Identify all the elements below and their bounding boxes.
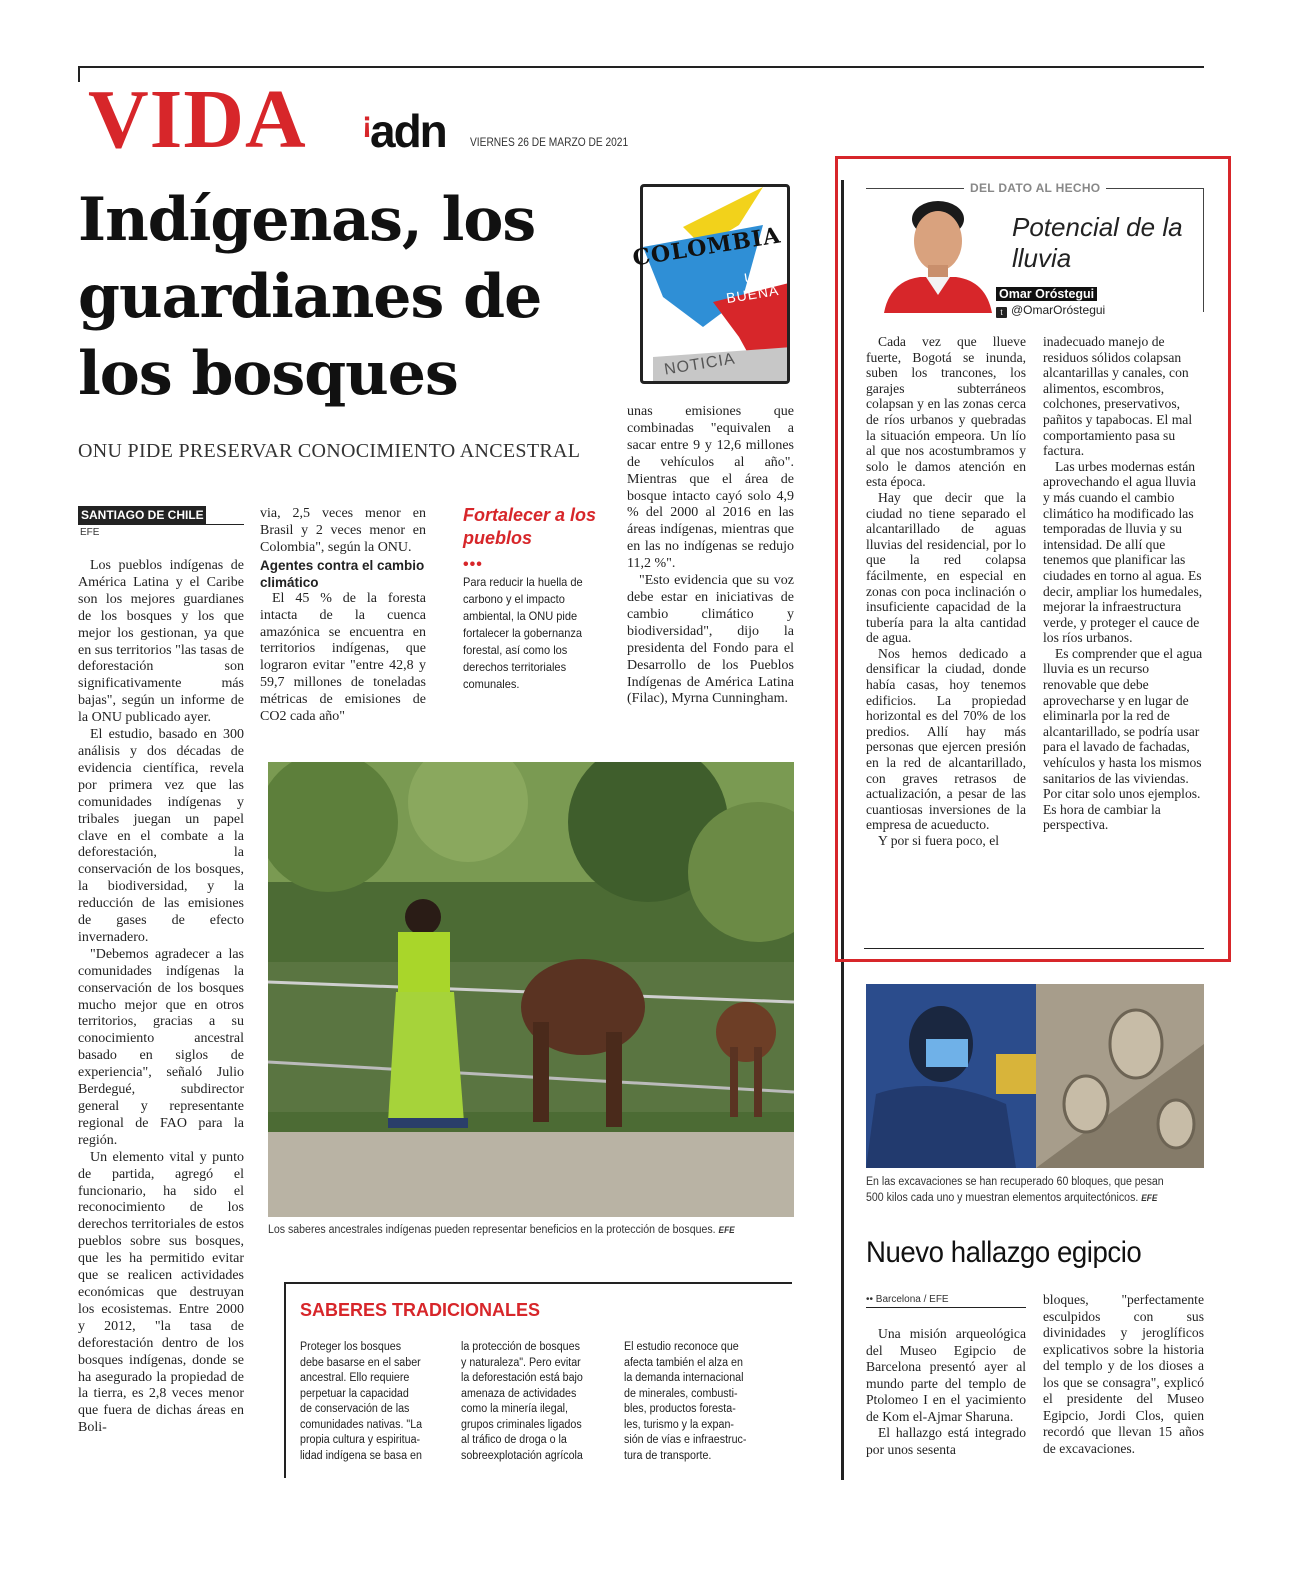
saberes-line: perpetuar la capacidad	[300, 1387, 409, 1400]
saberes-line: debe basarse en el saber	[300, 1356, 421, 1369]
logo-tick-icon: ¡	[362, 106, 370, 139]
article-paragraph: Los pueblos indígenas de América Latina y el Caribe son los mejores guardianes de los bosques y los que mejor los gestionan, ya que en sus territorios "las tasas de deforestación son significativamente más bajas", según un informe de la ONU publicado ayer.	[78, 558, 244, 726]
article-paragraph: El estudio, basado en 300 análisis y dos décadas de evidencia científica, revela por primera vez que las comunidades indígenas y tribales juegan un papel clave en el combate a la deforestación, la conservación de los bosques, la biodiversidad, y la reducción de las emisiones de gases de efecto invernadero.	[78, 727, 244, 945]
saberes-line: al tráfico de droga o la	[461, 1434, 567, 1446]
saberes-line: la demanda internacional	[624, 1372, 744, 1384]
opinion-column-2	[1043, 334, 1204, 833]
saberes-column-3	[624, 1340, 765, 1464]
article-paragraph: "Debemos agradecer a las comunidades indígenas la conservación de los bosques mucho mejor que en otros territorios, gracias a su conocimiento ancestral basado en siglos de experiencia", señaló Julio Berdegué, subdirector general y representante regional de FAO para la región.	[78, 946, 244, 1148]
sidebar-line: comunales.	[463, 677, 520, 691]
dateline-rule	[78, 524, 244, 525]
opinion-paragraph: Y por si fuera poco, el	[878, 833, 1000, 848]
agency-label: EFE	[80, 527, 100, 538]
saberes-line: sobreexplotación agrícola	[461, 1449, 583, 1462]
saberes-line: amenaza de actividades	[461, 1387, 577, 1400]
saberes-line: El estudio reconoce que	[624, 1341, 739, 1353]
sidebar-title: Fortalecer a los pueblos	[463, 505, 597, 548]
article-paragraph: unas emisiones que combinadas "equivalen a sacar entre 9 y 12,6 millones de vehículos al año". Mientras que el área de bosque intacto cayó solo 4,9 % del 2000 al 2016 en las áreas indígenas, mientras que en las no indígenas se redujo 11,2 %".	[627, 404, 794, 572]
saberes-line: propia cultura y espiritua-	[300, 1434, 421, 1446]
egypt-paragraph: El hallazgo está integrado por unos sesenta	[866, 1425, 1026, 1457]
badge-noticia-text: NOTICIA	[663, 350, 737, 379]
main-headline: Indígenas, los guardianes de los bosques	[78, 185, 542, 409]
opinion-kicker: DEL DATO AL HECHO	[964, 181, 1106, 195]
caption-text: Los saberes ancestrales indígenas pueden representar beneficios en la protección de bosques.	[268, 1224, 716, 1236]
caption-agency: EFE	[1141, 1193, 1158, 1203]
forest-photo-illustration	[268, 762, 794, 1217]
article-paragraph: via, 2,5 veces menor en Brasil y 2 veces menor en Colombia", según la ONU.	[260, 506, 426, 555]
caption-line: En las excavaciones se han recuperado 60 bloques, que pesan	[866, 1176, 1164, 1188]
egypt-paragraph: bloques, "perfectamente esculpidos con sus divinidades y jeroglíficos explicativos sobre la historia del templo y de los dioses a los que se consagra", explicó el presidente del Museo Egipcio, Jordi Clos, quien recordó que llevan 15 años de excavaciones.	[1043, 1292, 1204, 1456]
saberes-line: tura de transporte.	[624, 1449, 712, 1462]
sidebar-text	[463, 574, 592, 693]
caption-line: 500 kilos cada uno y muestran elementos arquitectónicos. EFE	[866, 1192, 1158, 1204]
excavation-photo-illustration	[866, 984, 1204, 1168]
article-subheading: Agentes contra el cambio climático	[260, 557, 425, 590]
badge-buena-text: BUENA	[725, 281, 781, 307]
article-paragraph: "Esto evidencia que su voz debe estar en iniciativas de cambio climático y biodiversidad", dijo la presidenta del Fondo para el Desarrollo de los Pueblos Indígenas de América Latina (Filac), Myrna Cunningham.	[627, 573, 794, 707]
saberes-line: como la minería ilegal,	[461, 1403, 569, 1415]
saberes-line: ancestral. Ello requiere	[300, 1372, 410, 1384]
opinion-column-1	[866, 334, 1026, 849]
main-subhead: ONU PIDE PRESERVAR CONOCIMIENTO ANCESTRAL	[78, 440, 581, 462]
saberes-line: la protección de bosques	[461, 1341, 580, 1353]
dateline: SANTIAGO DE CHILE	[78, 506, 206, 524]
main-photo-caption	[268, 1224, 765, 1236]
saberes-line: de minerales, combusti-	[624, 1387, 738, 1400]
egypt-column-2	[1043, 1292, 1204, 1457]
opinion-paragraph: Hay que decir que la ciudad no tiene separado el alcantarillado de aguas lluvias del residencial, por lo que la red colapsa fácilmente, en especial en zonas con poca inclinación o insuficiente capacidad de la tubería para la alta cantidad de agua.	[866, 489, 1026, 646]
egypt-dateline: •• Barcelona / EFE	[866, 1294, 1026, 1308]
saberes-line: afecta también el alza en	[624, 1356, 743, 1369]
opinion-paragraph: Es comprender que el agua lluvia es un recurso renovable que debe aprovecharse y en lugar de eliminarla por la red de alcantarillado, se podría usar para el lavado de fachadas, vehículos y hasta los mismos sanitarios de las viviendas. Por citar solo unos ejemplos. Es hora de cambiar la perspectiva.	[1043, 645, 1203, 833]
saberes-line: la deforestación está bajo	[461, 1372, 583, 1384]
author-portrait-illustration	[880, 195, 992, 313]
saberes-line: lidad indígena se basa en	[300, 1449, 422, 1462]
author-handle	[996, 303, 1105, 318]
saberes-line: sión de vías e infraestruc-	[624, 1434, 747, 1446]
sidebar-line: Para reducir la huella de	[463, 575, 583, 589]
article-column-3	[627, 404, 794, 708]
publication-date: VIERNES 26 DE MARZO DE 2021	[470, 135, 629, 149]
sidebar-dots: •••	[463, 556, 483, 573]
opinion-paragraph: Las urbes modernas están aprovechando el agua lluvia y más cuando el cambio climático ha modificado las temporadas de lluvia y su intensidad. De allí que tenemos que planificar las ciudades en torno al agua. Es decir, ampliar los humedales, mejorar la infraestructura verde, y proteger el cauce de los ríos urbanos.	[1043, 458, 1203, 646]
top-rule-tick	[78, 66, 80, 82]
author-photo	[880, 195, 992, 313]
sidebar-line: forestal, así como los	[463, 643, 568, 657]
badge-una-text: UNA	[742, 265, 775, 287]
article-paragraph: Un elemento vital y punto de partida, agregó el funcionario, ha sido el reconocimiento de los derechos territoriales de estos pueblos sobre sus bosques, que les ha permitido evitar que se realicen actividades económicas que destruyan los ecosistemas. Entre 2000 y 2012, "la tasa de deforestación dentro de los bosques indígenas, donde se ha asegurado la propiedad de la tierra, es 2,8 veces menor que fuera de dichas áreas en Boli-	[78, 1149, 244, 1436]
author-name: Omar Oróstegui	[996, 287, 1097, 301]
caption-agency: EFE	[718, 1225, 735, 1235]
sidebar-line: fortalecer la gobernanza	[463, 626, 583, 640]
author-handle-text: @OmarOróstegui	[1011, 303, 1106, 317]
egypt-photo	[866, 984, 1204, 1168]
saberes-title: SABERES TRADICIONALES	[300, 1300, 541, 1320]
saberes-column-2	[461, 1340, 602, 1464]
sidebar-line: carbono y el impacto	[463, 592, 565, 606]
badge-country-text: COLOMBIA	[630, 222, 783, 272]
egypt-headline: Nuevo hallazgo egipcio	[866, 1236, 1142, 1269]
saberes-line: les, turismo y la expan-	[624, 1418, 734, 1431]
opinion-paragraph: Cada vez que llueve fuerte, Bogotá se inunda, suben los trancones, los garajes subterráneos colapsan y en las zonas cerca de ríos urbanos y quebradas la situación empeora. Un lío al que nos acostumbramos y solo le damos atención en esta época.	[866, 334, 1026, 490]
article-column-1	[78, 558, 244, 1437]
egypt-photo-caption	[866, 1174, 1197, 1206]
sidebar-line: ambiental, la ONU pide	[463, 609, 578, 623]
egypt-column-1	[866, 1326, 1026, 1458]
article-paragraph: El 45 % de la foresta intacta de la cuenca amazónica se encuentra en territorios indígenas, que lograron evitar "entre 42,8 y 59,7 millones de toneladas métricas de emisiones de CO2 cada año"	[260, 590, 426, 725]
saberes-line: bles, productos foresta-	[624, 1403, 736, 1415]
saberes-line: grupos criminales ligados	[461, 1418, 582, 1431]
twitter-icon: t	[996, 307, 1007, 318]
main-photo	[268, 762, 794, 1217]
saberes-line: y naturaleza". Pero evitar	[461, 1356, 581, 1369]
opinion-paragraph: inadecuado manejo de residuos sólidos colapsan alcantarillas y canales, con alimentos, escombros, colchones, preservativos, pañitos y tapabocas. El mal comportamiento pasa su factura.	[1043, 334, 1193, 459]
saberes-line: comunidades nativas. "La	[300, 1418, 423, 1431]
section-title: VIDA	[88, 73, 307, 166]
logo-text: adn	[370, 105, 446, 157]
saberes-line: de conservación de las	[300, 1403, 410, 1415]
saberes-line: Proteger los bosques	[300, 1341, 402, 1353]
top-rule	[78, 66, 1204, 68]
sidebar-line: derechos territoriales	[463, 660, 567, 674]
opinion-bottom-rule	[864, 948, 1204, 949]
article-column-2	[260, 506, 426, 726]
adn-logo	[362, 105, 446, 157]
opinion-paragraph: Nos hemos dedicado a densificar la ciudad, donde había casas, hoy tenemos edificios. La propiedad horizontal es del 70% de los predios. Allí hay más personas que ejercen presión en la red de alcantarillado, con graves retrasos de actualización, a pesar de las cuantiosas inversiones de la empresa de acueducto.	[866, 645, 1026, 833]
egypt-paragraph: Una misión arqueológica del Museo Egipcio de Barcelona presentó ayer al mundo parte del templo de Ptolomeo I en el yacimiento de Kom el-Ajmar Sharuna.	[866, 1326, 1026, 1424]
opinion-title: Potencial de la lluvia	[1012, 212, 1183, 273]
saberes-column-1	[300, 1340, 441, 1464]
